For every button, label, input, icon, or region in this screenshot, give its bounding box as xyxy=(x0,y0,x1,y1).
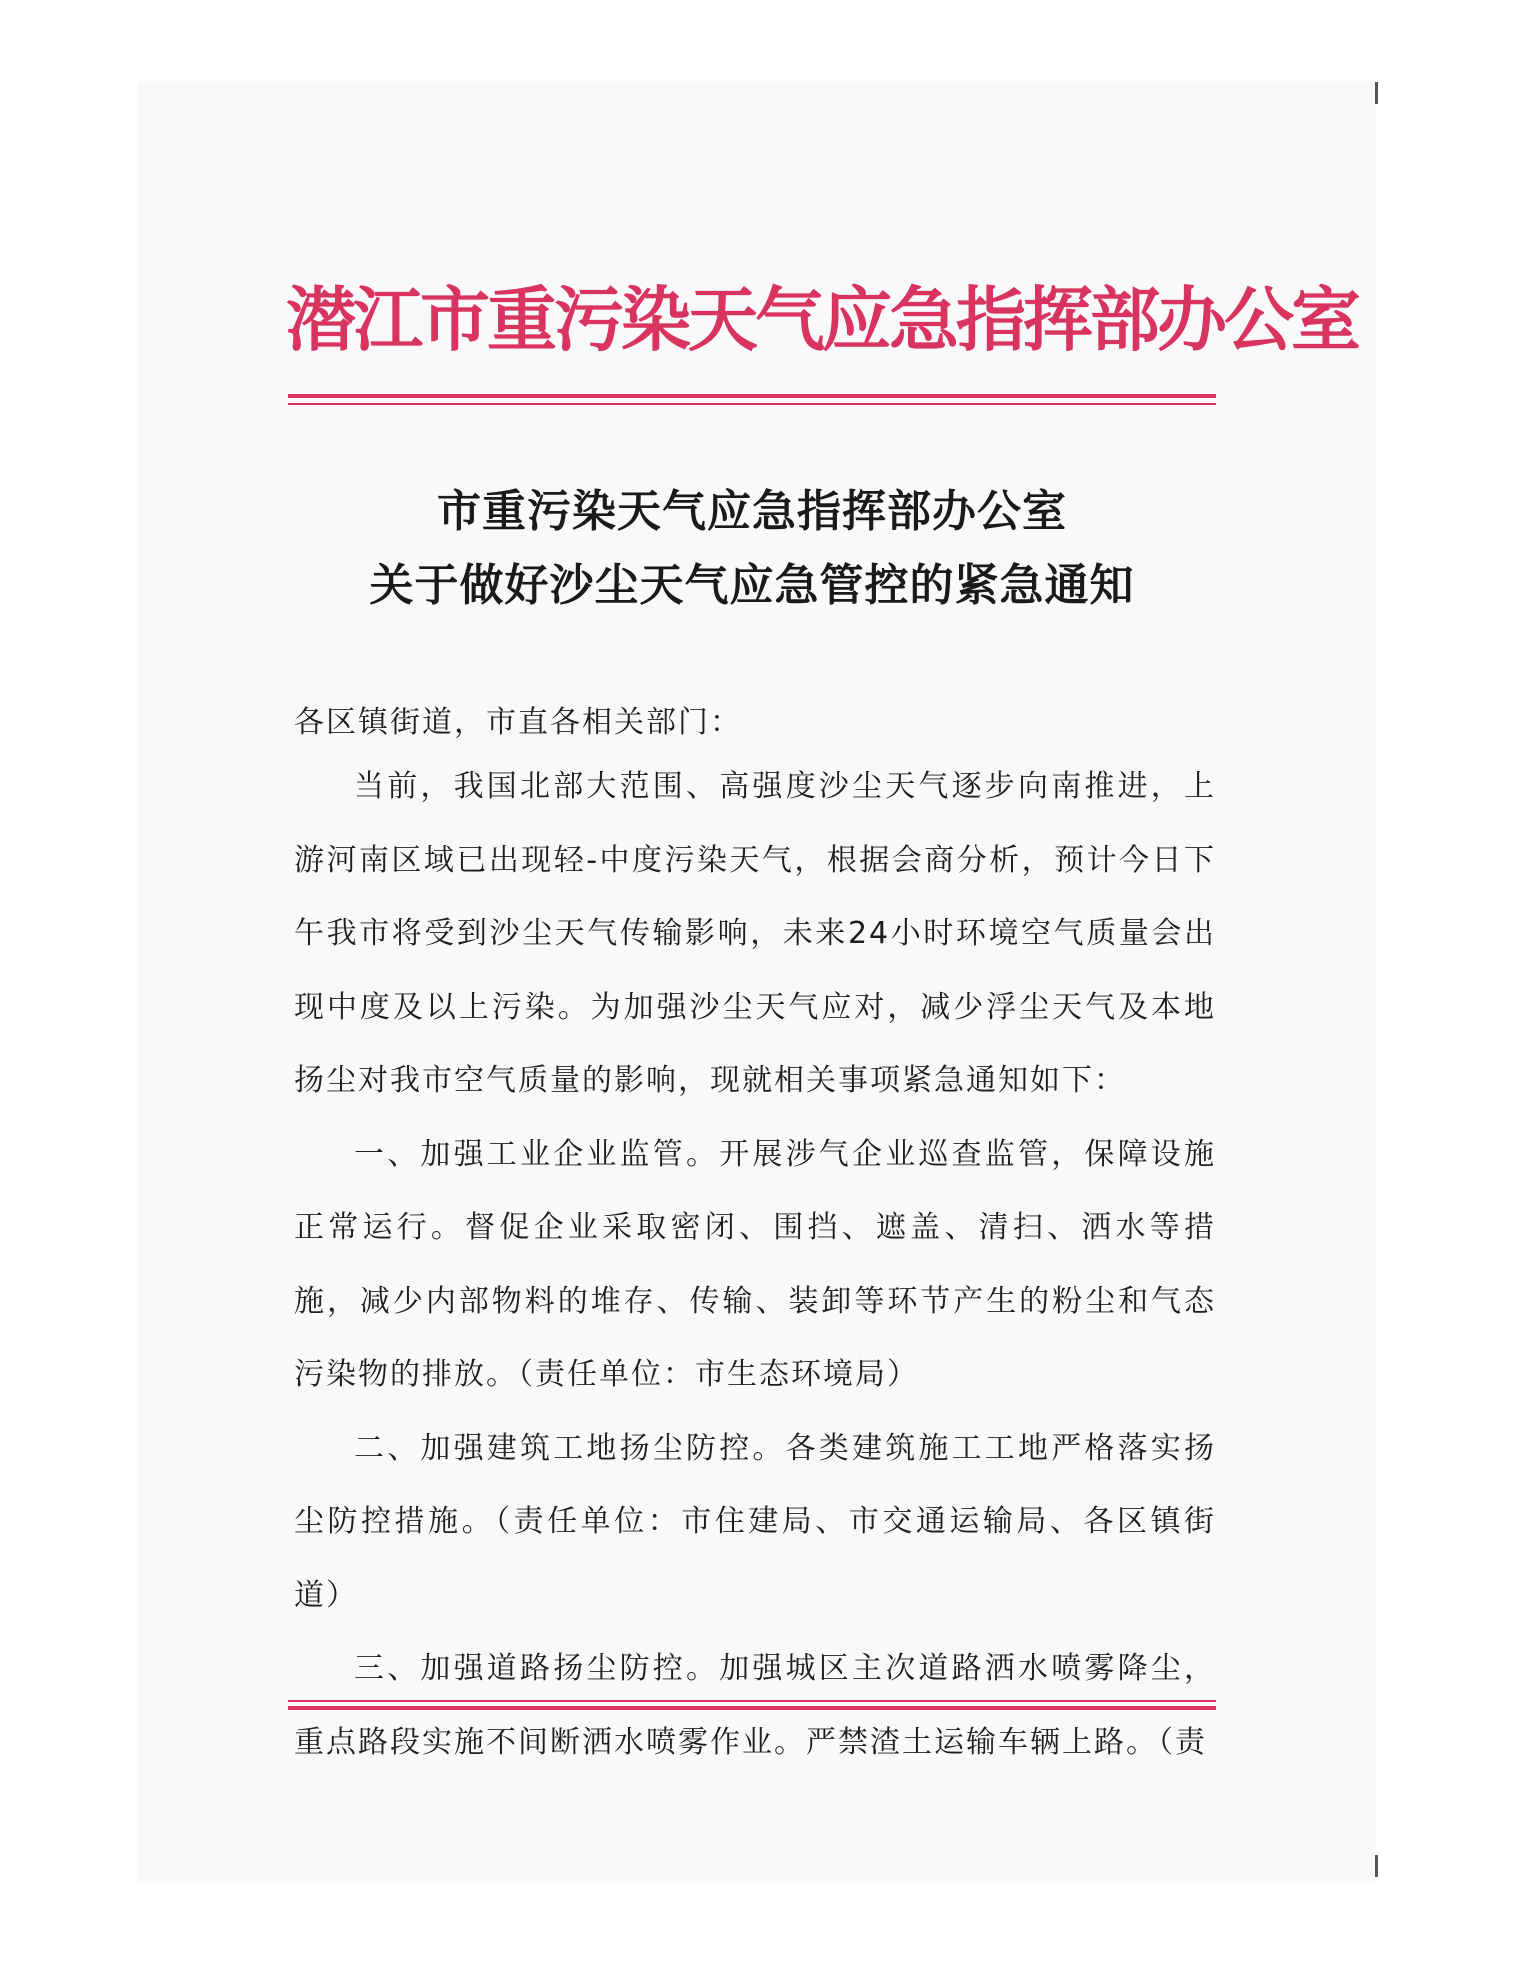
paragraph-construction: 二、加强建筑工地扬尘防控。各类建筑施工工地严格落实扬尘防控措施。（责任单位：市住建局、市交通运输局、各区镇街道） xyxy=(294,1430,1216,1613)
document-title-line2: 关于做好沙尘天气应急管控的紧急通知 xyxy=(369,560,1135,611)
letterhead-rule-thin xyxy=(288,403,1216,405)
paragraph-roads: 三、加强道路扬尘防控。加强城区主次道路洒水喷雾降尘，重点路段实施不间断洒水喷雾作业。严禁渣土运输车辆上路。（责 xyxy=(294,1651,1216,1760)
salutation: 各区镇街道，市直各相关部门： xyxy=(294,705,742,740)
paragraph-intro: 当前，我国北部大范围、高强度沙尘天气逐步向南推进，上游河南区域已出现轻-中度污染天气，根据会商分析，预计今日下午我市将受到沙尘天气传输影响，未来24小时环境空气质量会出现中度及以上污染。为加强沙尘天气应对，减少浮尘天气及本地扬尘对我市空气质量的影响，现就相关事项紧急通知如下： xyxy=(294,769,1216,1098)
document-body xyxy=(294,750,1216,1779)
document-title-line1: 市重污染天气应急指挥部办公室 xyxy=(437,486,1067,537)
letterhead-rule-thick xyxy=(288,394,1216,398)
footer-rule-thick xyxy=(288,1706,1216,1710)
letterhead-title: 潜江市重污染天气应急指挥部办公室 xyxy=(286,278,1358,361)
paragraph-industrial: 一、加强工业企业监管。开展涉气企业巡查监管，保障设施正常运行。督促企业采取密闭、围挡、遮盖、清扫、洒水等措施，减少内部物料的堆存、传输、装卸等环节产生的粉尘和气态污染物的排放。（责任单位：市生态环境局） xyxy=(294,1136,1216,1392)
scan-edge-mark-bottom xyxy=(1375,1855,1378,1877)
footer-rule-thin xyxy=(288,1700,1216,1702)
scan-edge-mark-top xyxy=(1375,82,1378,104)
